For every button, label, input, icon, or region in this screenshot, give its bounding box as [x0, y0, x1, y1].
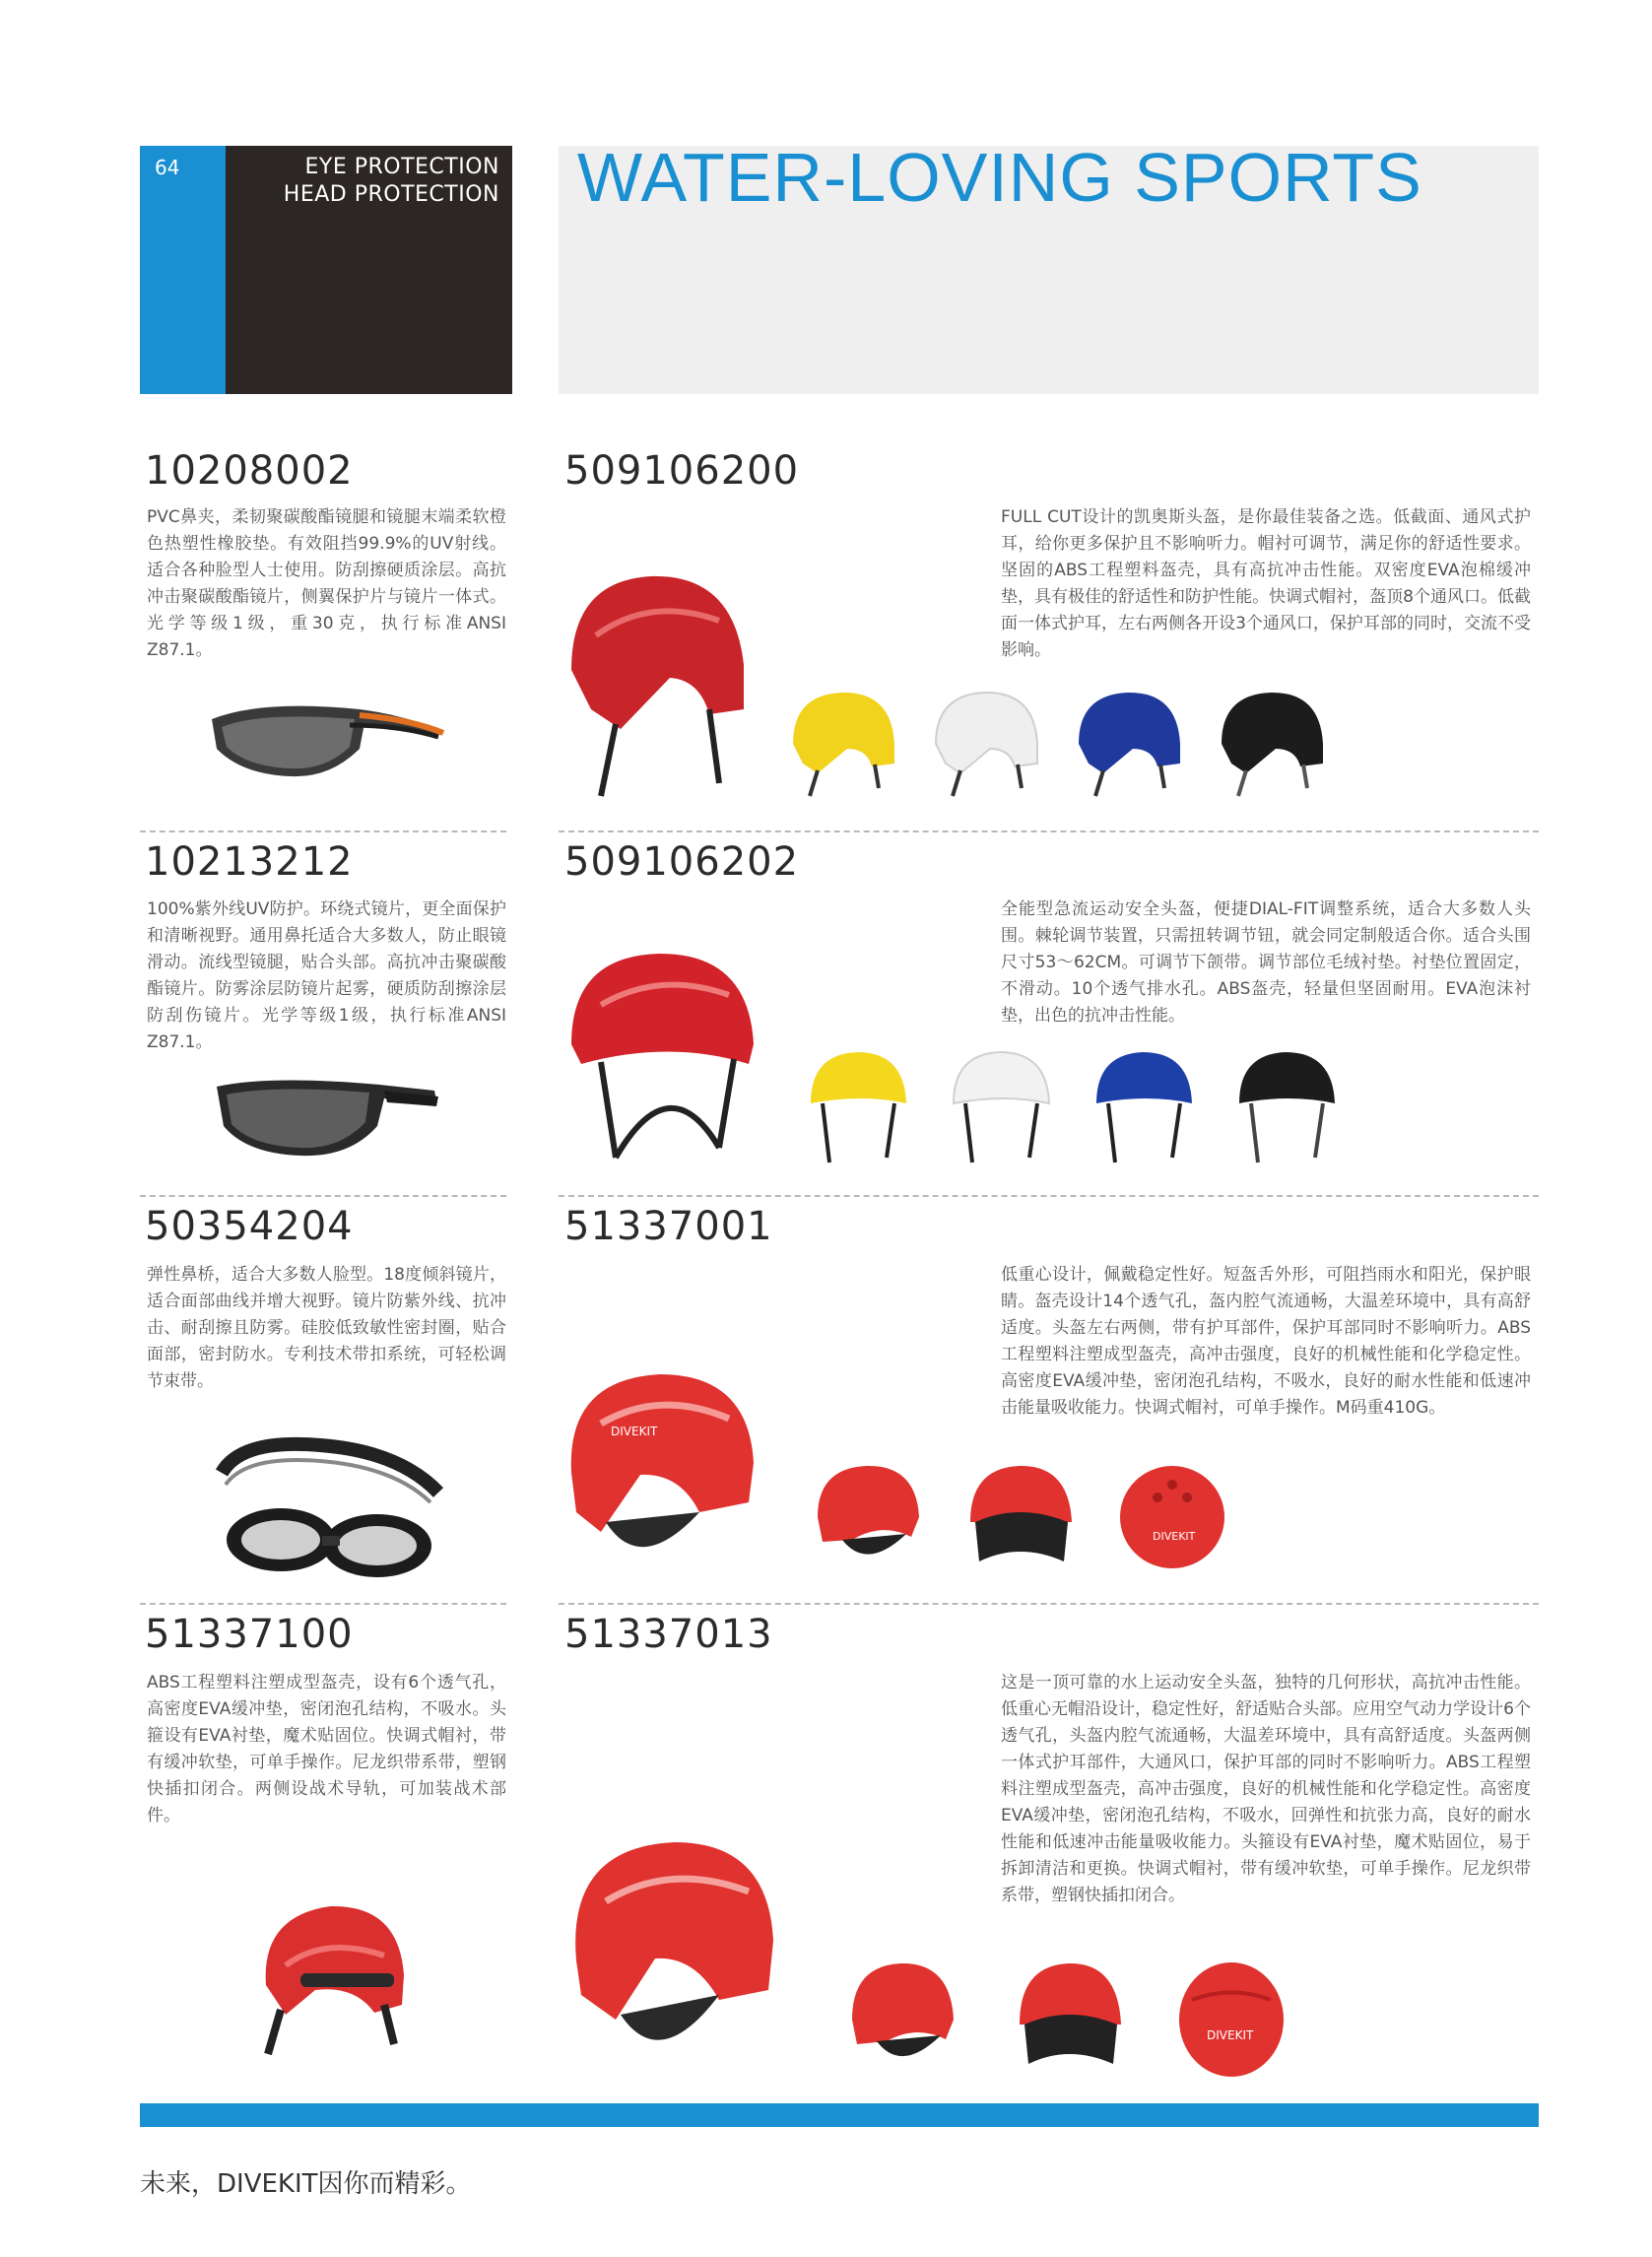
safety-glasses-image — [202, 690, 448, 808]
helmet-lineup-image — [562, 562, 1537, 803]
helmet-lineup-image — [562, 1364, 1251, 1586]
footer-bar — [140, 2103, 1539, 2127]
category-label — [284, 154, 499, 209]
product-code: 10213212 — [145, 839, 354, 885]
helmet-red-large — [571, 954, 754, 1158]
product-code: 50354204 — [145, 1204, 354, 1249]
product-code: 509106200 — [564, 448, 800, 494]
product-description: ABS工程塑料注塑成型盔壳，设有6个透气孔，高密度EVA缓冲垫，密闭泡孔结构，不吸水。头箍设有EVA衬垫，魔术贴固位。快调式帽衬，带有缓冲软垫，可单手操作。尼龙织带系带，塑钢快插扣闭合。两侧设战术导轨，可加装战术部件。 — [147, 1673, 506, 1826]
product-description: 低重心设计，佩戴稳定性好。短盔舌外形，可阻挡雨水和阳光，保护眼睛。盔壳设计14个透气孔，盔内腔气流通畅，大温差环境中，具有高舒适度。头盔左右两侧，带有护耳部件，保护耳部同时不影响听力。ABS工程塑料注塑成型盔壳，高冲击强度，良好的机械性能和化学稳定性。高密度EVA缓冲垫，密闭泡孔结构，不吸水，良好的耐水性能和低速冲击能量吸收能力。快调式帽衬，可单手操作。M码重410G。 — [1001, 1265, 1531, 1418]
swim-goggles-image — [212, 1433, 448, 1581]
product-description: 弹性鼻桥，适合大多数人脸型。18度倾斜镜片，适合面部曲线并增大视野。镜片防紫外线、抗冲击、耐刮擦且防雾。硅胶低致敏性密封圈，贴合面部，密封防水。专利技术带扣系统，可轻松调节束带。 — [147, 1265, 506, 1391]
product-code: 51337100 — [145, 1612, 354, 1657]
product-description: 全能型急流运动安全头盔，便捷DIAL-FIT调整系统，适合大多数人头围。棘轮调节装置，只需扭转调节钮，就会同定制般适合你。适合头围尺寸53～62CM。可调节下颌带。调节部位毛绒衬垫。衬垫位置固定，不滑动。10个透气排水孔。ABS盔壳，轻量但坚固耐用。EVA泡沫衬垫，出色的抗冲击性能。 — [1001, 899, 1531, 1026]
divider — [140, 1195, 506, 1197]
product-description: 100%紫外线UV防护。环绕式镜片，更全面保护和清晰视野。通用鼻托适合大多数人，防止眼镜滑动。流线型镜腿，贴合头部。高抗冲击聚碳酸酯镜片。防雾涂层防镜片起雾，硬质防刮擦涂层防刮伤镜片。光学等级1级，执行标准ANSI Z87.1。 — [147, 899, 506, 1052]
divider — [559, 830, 1539, 832]
header-blue-band — [140, 146, 226, 394]
safety-glasses-image — [202, 1067, 448, 1175]
divider — [559, 1195, 1539, 1197]
helmet-red-large — [571, 1374, 754, 1547]
product-description: FULL CUT设计的凯奥斯头盔，是你最佳装备之选。低截面、通风式护耳，给你更多保护且不影响听力。帽衬可调节，满足你的舒适性要求。坚固的ABS工程塑料盔壳，具有高抗冲击性能。双密度EVA泡棉缓冲垫，具有极佳的舒适性和防护性能。快调式帽衬，盔顶8个通风口。低截面一体式护耳，左右两侧各开设3个通风口，保护耳部的同时，交流不受影响。 — [1001, 507, 1531, 660]
product-code: 509106202 — [564, 839, 800, 885]
product-description: 这是一顶可靠的水上运动安全头盔，独特的几何形状，高抗冲击性能。低重心无帽沿设计，稳定性好，舒适贴合头部。应用空气动力学设计6个透气孔，头盔内腔气流通畅，大温差环境中，具有高舒适度。头盔两侧一体式护耳部件，大通风口，保护耳部的同时不影响听力。ABS工程塑料注塑成型盔壳，高冲击强度，良好的机械性能和化学稳定性。高密度EVA缓冲垫，密闭泡孔结构，不吸水，回弹性和抗张力高，良好的耐水性能和低速冲击能量吸收能力。头箍设有EVA衬垫，魔术贴固位，易于拆卸清洁和更换。快调式帽衬，带有缓冲软垫，可单手操作。尼龙织带系带，塑钢快插扣闭合。 — [1001, 1673, 1531, 1905]
helmet-red-large — [575, 1842, 773, 2040]
category-line-1: EYE PROTECTION — [304, 155, 499, 179]
helmet-logo: DIVEKIT — [1153, 1530, 1196, 1543]
product-description: PVC鼻夹，柔韧聚碳酸酯镜腿和镜腿末端柔软橙色热塑性橡胶垫。有效阻挡99.9%的UV射线。适合各种脸型人士使用。防刮擦硬质涂层。高抗冲击聚碳酸酯镜片，侧翼保护片与镜片一体式。光学等级1级，重30克，执行标准ANSI Z87.1。 — [147, 507, 506, 660]
page-title: WATER-LOVING SPORTS — [577, 139, 1422, 216]
category-line-2: HEAD PROTECTION — [283, 182, 499, 207]
helmet-lineup-image — [562, 1832, 1290, 2084]
footer-slogan: 未来，DIVEKIT因你而精彩。 — [140, 2169, 472, 2199]
divider — [140, 830, 506, 832]
product-code: 51337013 — [564, 1612, 773, 1657]
divider — [559, 1603, 1539, 1605]
helmet-logo: DIVEKIT — [1207, 2028, 1254, 2042]
divider — [140, 1603, 506, 1605]
helmet-lineup-image — [562, 946, 1537, 1172]
page-number: 64 — [155, 156, 180, 179]
product-code: 10208002 — [145, 448, 354, 494]
helmet-image — [246, 1896, 414, 2069]
helmet-logo: DIVEKIT — [611, 1425, 658, 1438]
product-code: 51337001 — [564, 1204, 773, 1249]
helmet-red-large — [571, 576, 744, 796]
